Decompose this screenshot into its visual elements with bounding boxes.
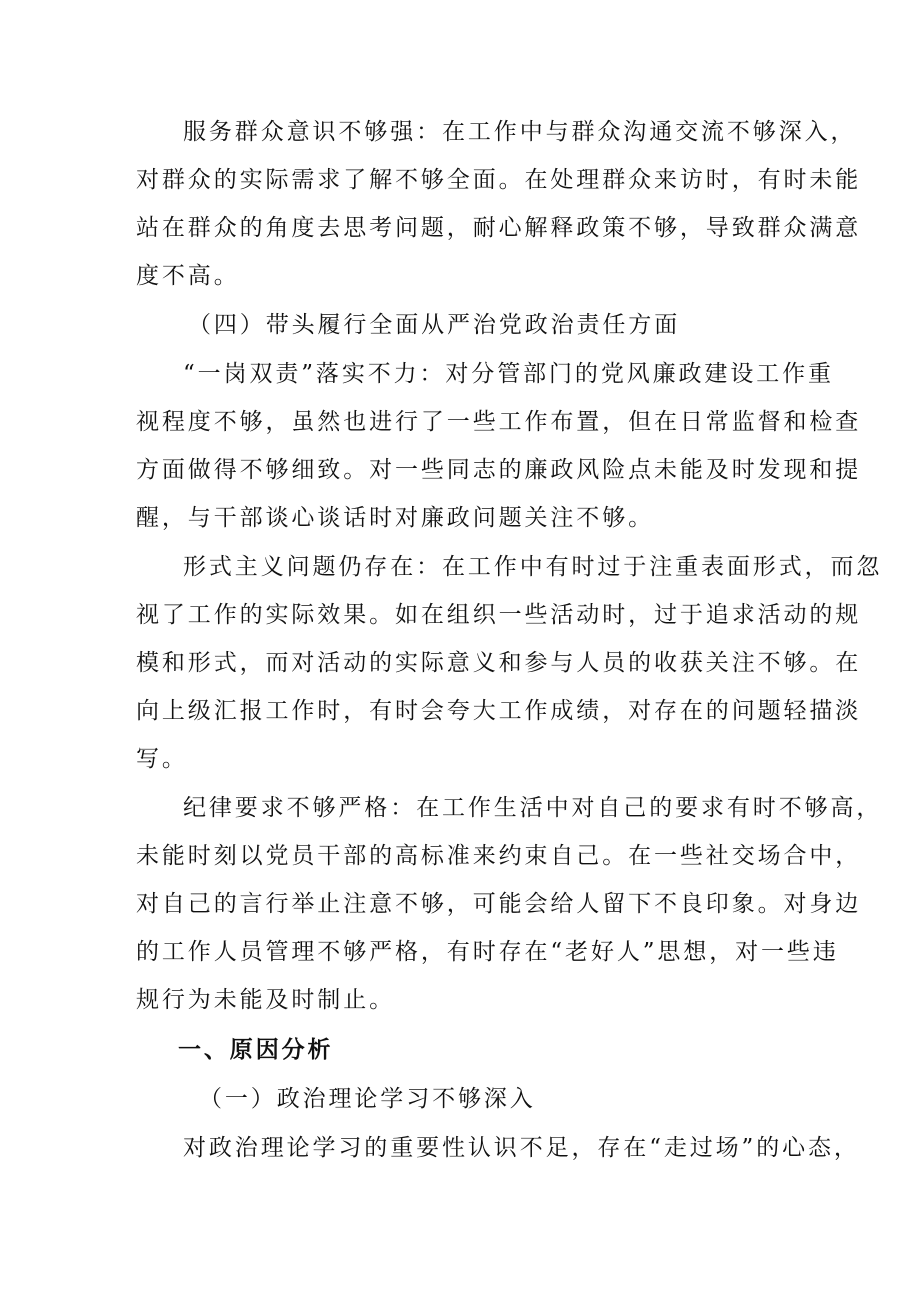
paragraph-line: 视程度不够，虽然也进行了一些工作布置，但在日常监督和检查 (136, 409, 862, 435)
paragraph-line: 向上级汇报工作时，有时会夸大工作成绩，对存在的问题轻描淡 (136, 698, 862, 724)
section-heading: （一）政治理论学习不够深入 (199, 1086, 536, 1112)
paragraph-line: 规行为未能及时制止。 (136, 987, 395, 1013)
paragraph-line: 纪律要求不够严格：在工作生活中对自己的要求有时不够高， (183, 795, 883, 821)
paragraph-line: 的工作人员管理不够严格，有时存在“老好人”思想，对一些违 (136, 939, 839, 965)
section-heading: （四）带头履行全面从严治党政治责任方面 (188, 312, 681, 338)
paragraph-line: 写。 (136, 746, 188, 772)
paragraph-line: 对自己的言行举止注意不够，可能会给人留下不良印象。对身边 (136, 891, 862, 917)
paragraph-line: 对群众的实际需求了解不够全面。在处理群众来访时，有时未能 (136, 167, 862, 193)
paragraph-line: 醒，与干部谈心谈话时对廉政问题关注不够。 (136, 505, 654, 531)
chapter-heading: 一、原因分析 (178, 1036, 334, 1063)
paragraph-line: 未能时刻以党员干部的高标准来约束自己。在一些社交场合中， (136, 843, 862, 869)
paragraph-line: 站在群众的角度去思考问题，耐心解释政策不够，导致群众满意 (136, 215, 862, 241)
paragraph-line: 方面做得不够细致。对一些同志的廉政风险点未能及时发现和提 (136, 457, 862, 483)
paragraph-line: 服务群众意识不够强：在工作中与群众沟通交流不够深入， (183, 119, 857, 145)
paragraph-line: 视了工作的实际效果。如在组织一些活动时，过于追求活动的规 (136, 602, 862, 628)
paragraph-line: 对政治理论学习的重要性认识不足，存在“走过场”的心态， (183, 1135, 860, 1161)
paragraph-line: 形式主义问题仍存在：在工作中有时过于注重表面形式，而忽 (183, 554, 883, 580)
paragraph-line: “一岗双责”落实不力：对分管部门的党风廉政建设工作重 (183, 361, 834, 387)
paragraph-line: 度不高。 (136, 263, 240, 289)
paragraph-line: 模和形式，而对活动的实际意义和参与人员的收获关注不够。在 (136, 650, 862, 676)
